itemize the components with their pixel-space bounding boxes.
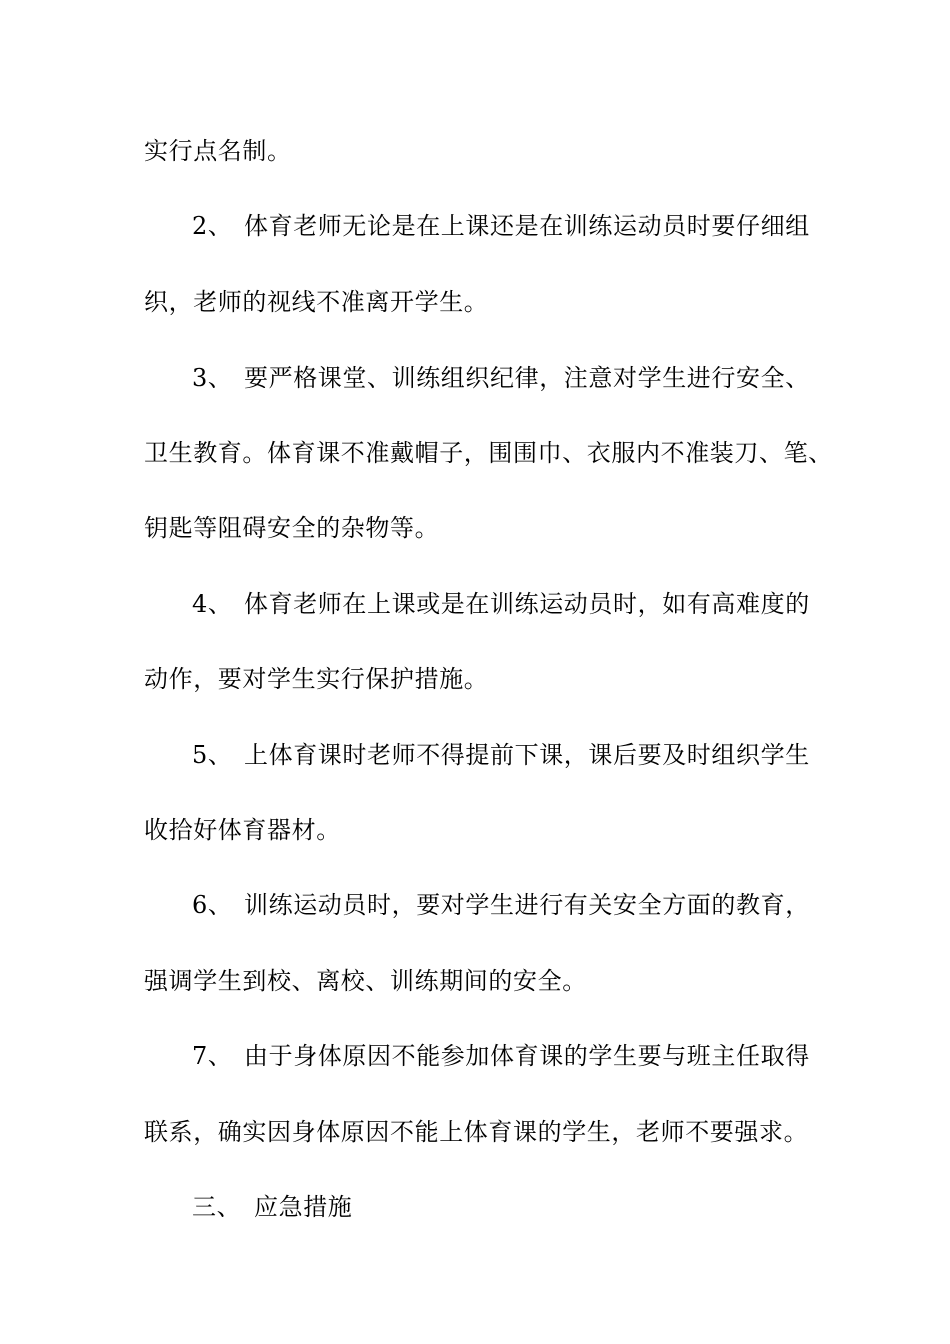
item-4-number: 4、: [192, 590, 233, 618]
item-3-line-1: [192, 361, 872, 395]
item-5-line-2: 收拾好体育器材。: [144, 816, 341, 844]
item-6-line-2: 强调学生到校、离校、训练期间的安全。: [144, 967, 587, 995]
item-2-line-1: [192, 209, 872, 243]
item-3-line-3: 钥匙等阻碍安全的杂物等。: [144, 514, 440, 542]
section-number: 三、: [192, 1193, 242, 1221]
item-3-number: 3、: [192, 364, 233, 392]
item-2-number: 2、: [192, 212, 233, 240]
item-6-line-1: [192, 888, 872, 922]
item-7-number: 7、: [192, 1042, 233, 1070]
item-5-text-1: 上体育课时老师不得提前下课，课后要及时组织学生: [244, 741, 810, 769]
item-3-line-2: 卫生教育。体育课不准戴帽子，围围巾、衣服内不准装刀、笔、: [144, 439, 833, 467]
item-2-line-2: 织，老师的视线不准离开学生。: [144, 288, 489, 316]
section-title: 应急措施: [254, 1193, 353, 1221]
item-6-text-1: 训练运动员时，要对学生进行有关安全方面的教育，: [244, 891, 810, 919]
item-4-line-1: [192, 587, 872, 621]
item-7-text-1: 由于身体原因不能参加体育课的学生要与班主任取得: [244, 1042, 810, 1070]
item-7-line-2: 联系，确实因身体原因不能上体育课的学生，老师不要强求。: [144, 1118, 809, 1146]
item-5-number: 5、: [192, 741, 233, 769]
item-5-line-1: [192, 738, 872, 772]
item-6-number: 6、: [192, 891, 233, 919]
item-4-text-1: 体育老师在上课或是在训练运动员时，如有高难度的: [244, 590, 810, 618]
paragraph-continuation: 实行点名制。: [144, 137, 292, 165]
item-7-line-1: [192, 1039, 872, 1073]
item-3-text-1: 要严格课堂、训练组织纪律，注意对学生进行安全、: [244, 364, 810, 392]
item-4-line-2: 动作，要对学生实行保护措施。: [144, 665, 489, 693]
section-heading: [192, 1190, 872, 1224]
item-2-text-1: 体育老师无论是在上课还是在训练运动员时要仔细组: [244, 212, 810, 240]
